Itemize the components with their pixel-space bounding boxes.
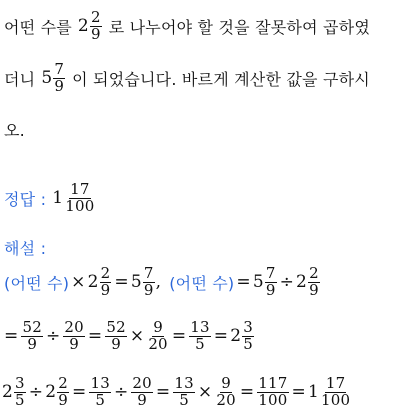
- divide-sign: ÷: [45, 326, 61, 347]
- fraction-denominator: 100: [321, 390, 351, 409]
- fraction: [105, 320, 127, 353]
- fraction-denominator: 9: [54, 76, 65, 95]
- fraction-numerator: 7: [265, 264, 276, 282]
- mixed-number-whole: 2: [77, 16, 89, 37]
- fraction-denominator: 9: [27, 334, 38, 353]
- fraction: [265, 266, 277, 299]
- fraction-denominator: 9: [90, 24, 101, 43]
- mixed-number-whole: 2: [45, 382, 57, 403]
- fraction-numerator: 7: [54, 60, 65, 78]
- fraction-numerator: 13: [190, 318, 210, 336]
- mixed-number-whole: 1: [52, 188, 64, 209]
- fraction-numerator: 52: [22, 318, 42, 336]
- fraction-denominator: 20: [216, 390, 236, 409]
- equals-sign: =: [291, 382, 306, 403]
- problem-line-1: [4, 10, 370, 43]
- fraction: [308, 266, 320, 299]
- comma: ,: [155, 272, 162, 293]
- divide-sign: ÷: [279, 272, 295, 293]
- fraction: [242, 320, 254, 353]
- unknown-number: (어떤 수): [4, 273, 70, 293]
- equals-sign: =: [171, 326, 187, 347]
- mixed-number-whole: 1: [307, 382, 319, 403]
- solution-line-3: [2, 376, 352, 409]
- fraction-numerator: 52: [106, 318, 126, 336]
- mixed-number-whole: 2: [2, 382, 14, 403]
- fraction: [63, 320, 85, 353]
- fraction-denominator: 9: [143, 280, 154, 299]
- fraction-denominator: 9: [111, 334, 121, 353]
- solution-label-line: [4, 236, 46, 259]
- problem-text: 이 되었습니다. 바르게 계산한 값을 구하시: [72, 69, 370, 89]
- fraction: [14, 376, 26, 409]
- fraction-numerator: 13: [174, 374, 194, 392]
- mixed-number-whole: 2: [296, 272, 308, 293]
- solution-label: 해설 :: [4, 239, 47, 258]
- mixed-number-whole: 5: [130, 272, 142, 293]
- equals-sign: =: [236, 272, 251, 293]
- mixed-number-whole: 2: [230, 326, 242, 347]
- fraction-denominator: 9: [100, 280, 111, 299]
- times-sign: ×: [197, 382, 213, 403]
- fraction-denominator: 9: [265, 280, 276, 299]
- fraction: [215, 376, 237, 409]
- fraction-denominator: 5: [95, 390, 106, 409]
- fraction: [173, 376, 195, 409]
- fraction-denominator: 5: [15, 390, 25, 409]
- equals-sign: =: [4, 326, 19, 347]
- fraction-numerator: 2: [309, 264, 319, 282]
- fraction: [189, 320, 211, 353]
- fraction-denominator: 9: [69, 334, 80, 353]
- fraction-numerator: 7: [143, 264, 154, 282]
- divide-sign: ÷: [113, 382, 129, 403]
- fraction-denominator: 9: [137, 390, 148, 409]
- fraction-numerator: 20: [132, 374, 152, 392]
- solution-line-1: [4, 266, 321, 299]
- fraction: [64, 182, 95, 215]
- fraction-numerator: 3: [243, 318, 253, 336]
- fraction: [257, 376, 288, 409]
- equals-sign: =: [87, 326, 103, 347]
- fraction-numerator: 2: [90, 8, 101, 26]
- fraction-numerator: 3: [15, 374, 25, 392]
- fraction-numerator: 17: [325, 374, 346, 392]
- problem-text: 로 나누어야 할 것을 잘못하여 곱하였: [108, 17, 370, 37]
- fraction-numerator: 2: [58, 374, 69, 392]
- fraction-denominator: 5: [179, 390, 189, 409]
- equals-sign: =: [239, 382, 255, 403]
- fraction: [89, 376, 111, 409]
- fraction-numerator: 17: [70, 180, 90, 198]
- mixed-number-whole: 5: [41, 68, 53, 89]
- fraction: [320, 376, 351, 409]
- unknown-number: (어떤 수): [169, 273, 235, 293]
- solution-line-2: [4, 320, 255, 353]
- fraction: [90, 10, 102, 43]
- divide-sign: ÷: [28, 382, 44, 403]
- problem-line-3: [4, 118, 25, 141]
- answer-label: 정답 :: [4, 189, 47, 209]
- fraction: [147, 320, 169, 353]
- fraction: [53, 62, 65, 95]
- equals-sign: =: [155, 382, 171, 403]
- fraction: [100, 266, 112, 299]
- problem-text: 오.: [4, 121, 25, 140]
- times-sign: ×: [129, 326, 145, 347]
- fraction: [131, 376, 153, 409]
- problem-line-2: [4, 62, 370, 95]
- fraction-numerator: 2: [100, 264, 111, 282]
- fraction-denominator: 5: [243, 334, 253, 353]
- fraction-denominator: 9: [58, 390, 69, 409]
- fraction-numerator: 117: [258, 374, 288, 392]
- fraction: [21, 320, 43, 353]
- problem-text: 어떤 수를: [4, 17, 72, 37]
- answer-line: [4, 182, 96, 215]
- times-sign: ×: [71, 272, 86, 293]
- mixed-number-whole: 2: [87, 272, 99, 293]
- mixed-number-whole: 5: [252, 272, 264, 293]
- equals-sign: =: [114, 272, 129, 293]
- fraction-denominator: 100: [258, 390, 288, 409]
- equals-sign: =: [213, 326, 229, 347]
- fraction: [143, 266, 155, 299]
- fraction-numerator: 20: [64, 318, 84, 336]
- equals-sign: =: [72, 382, 87, 403]
- fraction: [57, 376, 69, 409]
- fraction-denominator: 9: [309, 280, 319, 299]
- fraction-denominator: 100: [65, 196, 95, 215]
- fraction-denominator: 20: [148, 334, 168, 353]
- problem-text: 더니: [4, 69, 36, 89]
- fraction-numerator: 9: [221, 374, 231, 392]
- fraction-denominator: 5: [195, 334, 205, 353]
- fraction-numerator: 9: [153, 318, 163, 336]
- fraction-numerator: 13: [90, 374, 110, 392]
